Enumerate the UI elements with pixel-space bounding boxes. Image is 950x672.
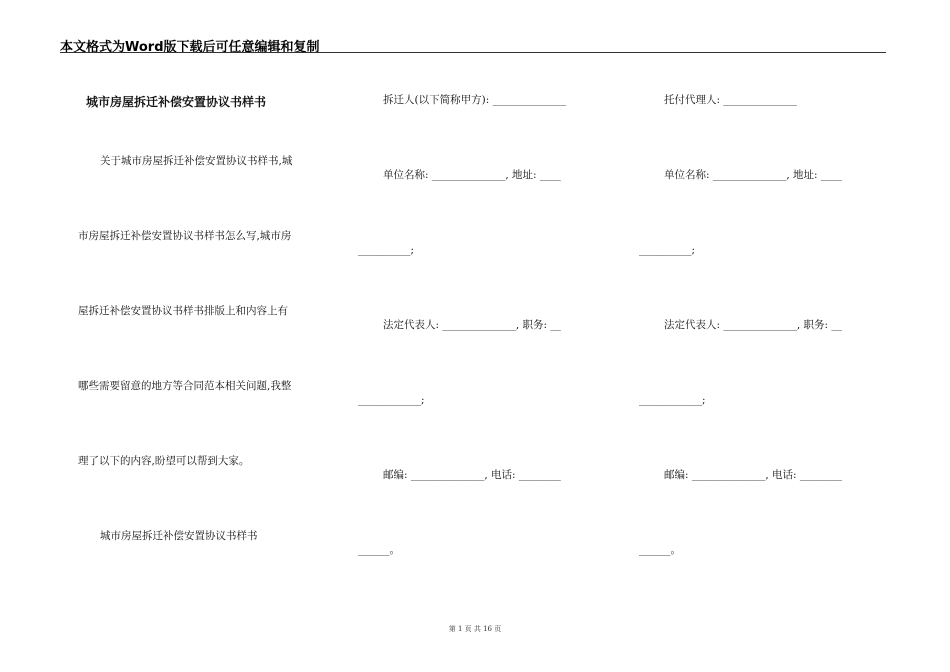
paragraph-line: 理了以下的内容,盼望可以帮到大家。: [78, 455, 250, 467]
form-line-continuation: ____________;: [639, 394, 706, 406]
page-number: 第 1 页 共 16 页: [448, 625, 502, 633]
form-line-unit-name: 单位名称: ______________, 地址: ____: [664, 169, 842, 181]
form-line-continuation: ____________;: [358, 394, 425, 406]
form-line-unit-name: 单位名称: ______________, 地址: ____: [383, 169, 561, 181]
form-line-continuation: __________;: [639, 244, 696, 256]
form-line-continuation: __________;: [358, 244, 415, 256]
form-line-demolisher: 拆迁人(以下简称甲方): ______________: [383, 94, 567, 106]
header-divider: [60, 52, 886, 53]
form-line-agent: 托付代理人: ______________: [664, 94, 797, 106]
form-line-continuation: ______。: [639, 544, 681, 556]
document-header-title: 本文格式为Word版下载后可任意编辑和复制: [60, 40, 320, 55]
section-heading: 城市房屋拆迁补偿安置协议书样书: [100, 530, 258, 542]
form-line-legal-rep: 法定代表人: ______________, 职务: __: [383, 319, 561, 331]
paragraph-line: 关于城市房屋拆迁补偿安置协议书样书,城: [100, 155, 293, 167]
document-title: 城市房屋拆迁补偿安置协议书样书: [86, 95, 267, 109]
paragraph-line: 哪些需要留意的地方等合同范本相关问题,我整: [78, 380, 292, 392]
form-line-postcode: 邮编: ______________, 电话: ________: [383, 469, 561, 481]
form-line-postcode: 邮编: ______________, 电话: ________: [664, 469, 842, 481]
paragraph-line: 市房屋拆迁补偿安置协议书样书怎么写,城市房: [78, 230, 292, 242]
form-line-continuation: ______。: [358, 544, 400, 556]
paragraph-line: 屋拆迁补偿安置协议书样书排版上和内容上有: [78, 305, 288, 317]
form-line-legal-rep: 法定代表人: ______________, 职务: __: [664, 319, 842, 331]
